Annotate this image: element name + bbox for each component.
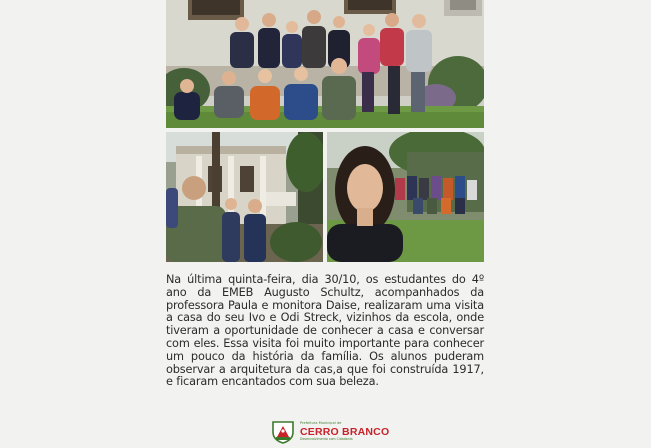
municipality-logo — [270, 420, 389, 444]
group-photo-top — [166, 0, 484, 128]
brand-name: CERRO BRANCO — [300, 425, 390, 438]
municipal-crest-icon — [270, 420, 296, 444]
brand-top-line: Prefeitura Municipal de — [300, 421, 342, 426]
student-portrait-photo — [327, 132, 484, 262]
house-visit-photo — [166, 132, 323, 262]
article-text: Na última quinta-feira, dia 30/10, os estudantes do 4º ano da EMEB Augusto Schultz, acompanhados da professora Paula e monitora Daise, realizaram uma visita a casa do seu Ivo e Odi Streck, vizinhos da escola, onde tiveram a oportunidade de conhecer a casa e conversar com eles. Essa visita foi muito importante para conhecer um pouco da história da família. Os alunos puderam observar a arquitetura da cas,a que foi construída 1917, e ficaram encantados com sua beleza. — [166, 273, 484, 389]
brand-tagline: Desenvolvimento com Cidadania — [300, 437, 353, 442]
